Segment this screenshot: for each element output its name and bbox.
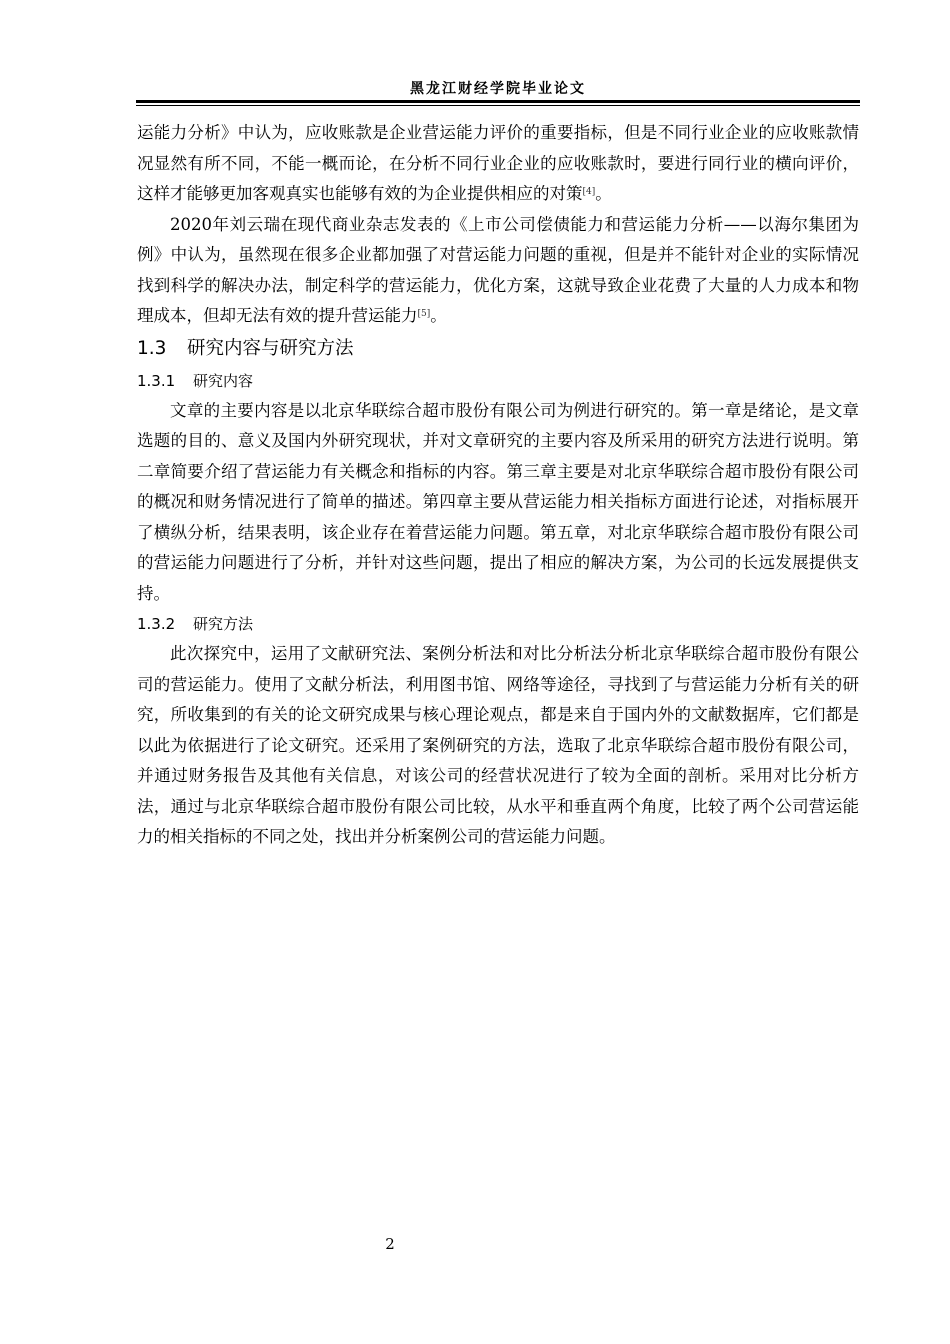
running-header: 黑龙江财经学院毕业论文 <box>410 81 586 97</box>
header-rule-thick <box>136 100 860 103</box>
citation-ref: [4] <box>582 187 596 197</box>
section-heading-1-3 <box>137 332 859 366</box>
subsection-number: 1.3.2 <box>137 615 176 633</box>
page-number: 2 <box>385 1235 395 1253</box>
paragraph-liu-yunrui <box>137 210 859 332</box>
header-rule-thin <box>136 105 860 106</box>
paragraph-research-content: 文章的主要内容是以北京华联综合超市股份有限公司为例进行研究的。第一章是绪论，是文章选题的目的、意义及国内外研究现状，并对文章研究的主要内容及所采用的研究方法进行说明。第二章简要介绍了营运能力有关概念和指标的内容。第三章主要是对北京华联综合超市股份有限公司的概况和财务情况进行了简单的描述。第四章主要从营运能力相关指标方面进行论述，对指标展开了横纵分析，结果表明，该企业存在着营运能力问题。第五章，对北京华联综合超市股份有限公司的营运能力问题进行了分析，并针对这些问题，提出了相应的解决方案，为公司的长远发展提供支持。 <box>137 400 859 603</box>
paragraph-research-method: 此次探究中，运用了文献研究法、案例分析法和对比分析法分析北京华联综合超市股份有限公司的营运能力。使用了文献分析法，利用图书馆、网络等途径，寻找到了与营运能力分析有关的研究，所收集到的有关的论文研究成果与核心理论观点，都是来自于国内外的文献数据库，它们都是以此为依据进行了论文研究。还采用了案例研究的方法，选取了北京华联综合超市股份有限公司，并通过财务报告及其他有关信息，对该公司的经营状况进行了较为全面的剖析。采用对比分析方法，通过与北京华联综合超市股份有限公司比较，从水平和垂直两个角度，比较了两个公司营运能力的相关指标的不同之处，找出并分析案例公司的营运能力问题。 <box>137 644 859 846</box>
subsection-title: 研究方法 <box>193 615 254 633</box>
subsection-title: 研究内容 <box>193 371 254 390</box>
section-title: 研究内容与研究方法 <box>187 337 354 359</box>
paragraph-end: 。 <box>595 184 612 203</box>
section-number: 1.3 <box>137 337 167 359</box>
paragraph-continued <box>137 118 859 210</box>
paragraph-text: 2020年刘云瑞在现代商业杂志发表的《上市公司偿债能力和营运能力分析——以海尔集团为例》中认为，虽然现在很多企业都加强了对营运能力问题的重视，但是并不能针对企业的实际情况找到科学的解决办法，制定科学的营运能力，优化方案，这就导致企业花费了大量的人力成本和物理成本，但却无法有效的提升营运能力 <box>137 214 859 325</box>
citation-ref: [5] <box>417 309 431 319</box>
subsection-number: 1.3.1 <box>137 371 176 390</box>
document-body <box>137 118 859 853</box>
paragraph-text: 运能力分析》中认为，应收账款是企业营运能力评价的重要指标，但是不同行业企业的应收账款情况显然有所不同，不能一概而论，在分析不同行业企业的应收账款时，要进行同行业的横向评价，这样才能够更加客观真实也能够有效的为企业提供相应的对策 <box>137 123 859 203</box>
subsection-heading-1-3-2 <box>137 609 859 639</box>
subsection-heading-1-3-1 <box>137 366 859 396</box>
paragraph-end: 。 <box>430 306 447 325</box>
